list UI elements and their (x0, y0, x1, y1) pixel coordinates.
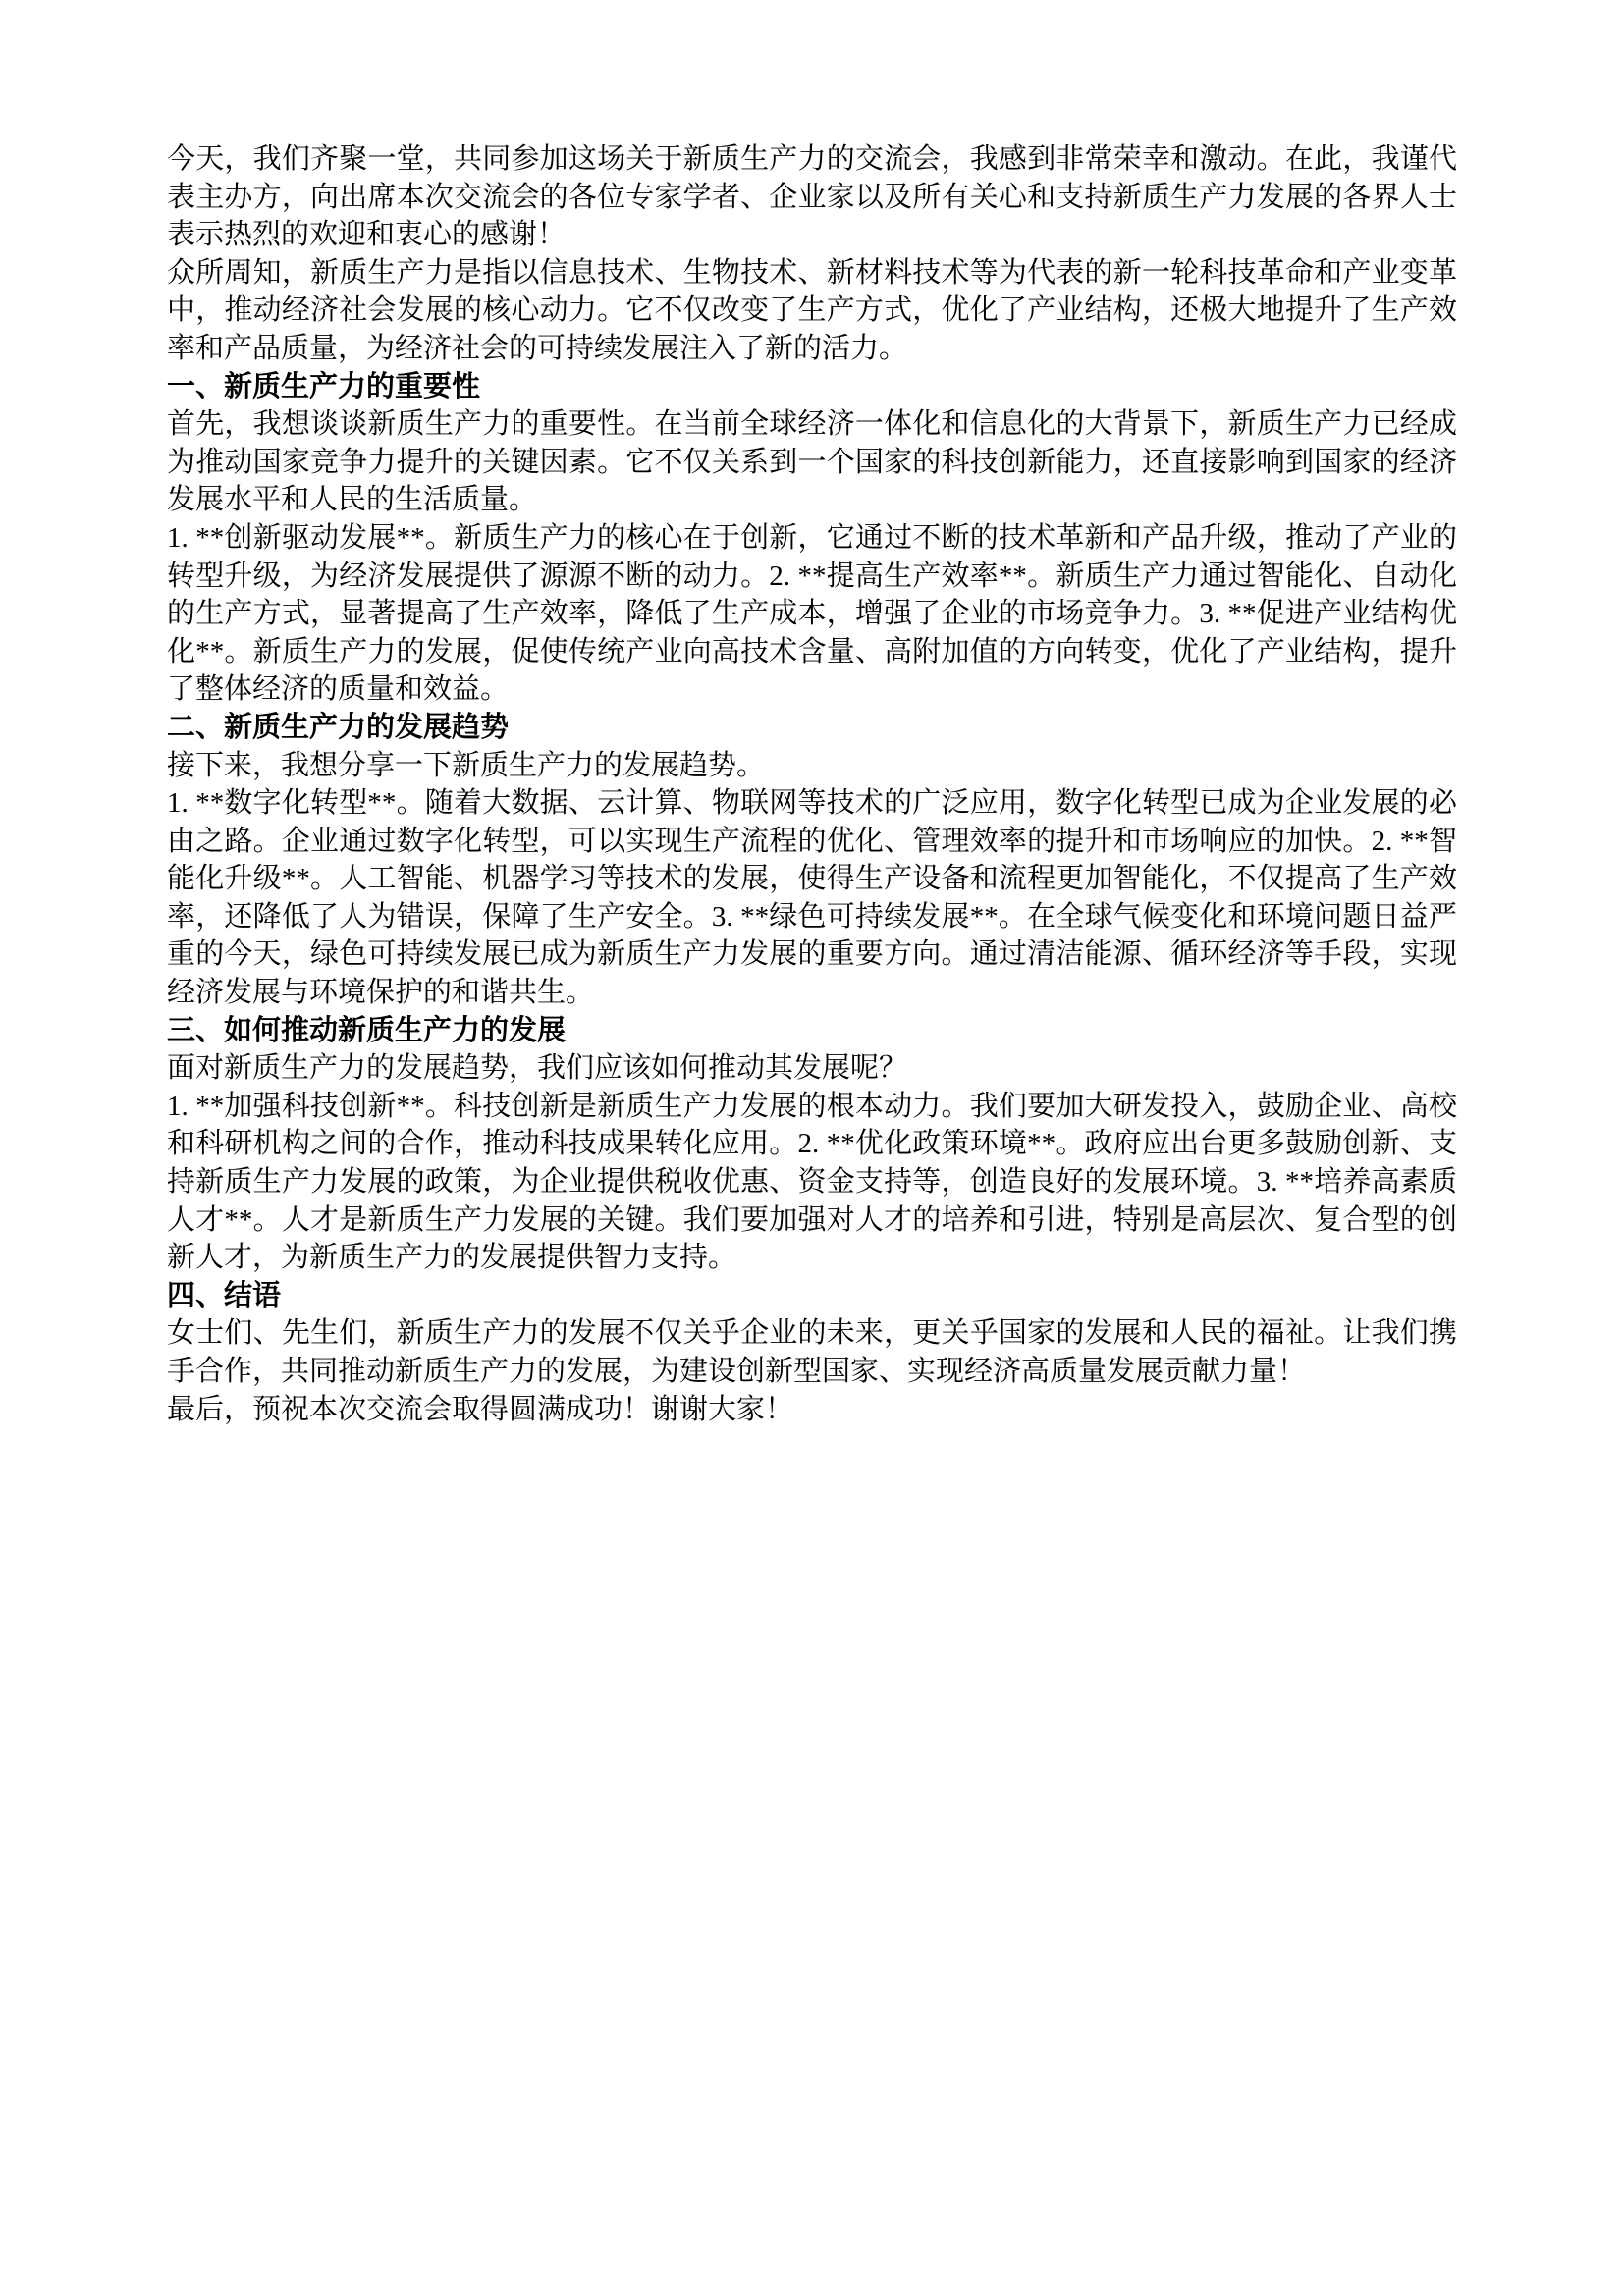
paragraph: 最后，预祝本次交流会取得圆满成功！谢谢大家！ (167, 1393, 794, 1425)
section-heading: 一、新质生产力的重要性 (167, 370, 481, 402)
paragraph: 众所周知，新质生产力是指以信息技术、生物技术、新材料技术等为代表的新一轮科技革命和产业变革中，推动经济社会发展的核心动力。它不仅改变了生产方式，优化了产业结构，还极大地提升了生产效率和产品质量，为经济社会的可持续发展注入了新的活力。 (167, 256, 1457, 364)
paragraph: 接下来，我想分享一下新质生产力的发展趋势。 (167, 749, 766, 781)
section-heading: 二、新质生产力的发展趋势 (167, 711, 510, 743)
document-content (167, 140, 1457, 1428)
paragraph: 首先，我想谈谈新质生产力的重要性。在当前全球经济一体化和信息化的大背景下，新质生产力已经成为推动国家竞争力提升的关键因素。它不仅关系到一个国家的科技创新能力，还直接影响到国家的经济发展水平和人民的生活质量。 (167, 408, 1457, 516)
paragraph: 1. **数字化转型**。随着大数据、云计算、物联网等技术的广泛应用，数字化转型已成为企业发展的必由之路。企业通过数字化转型，可以实现生产流程的优化、管理效率的提升和市场响应的加快。2. **智能化升级**。人工智能、机器学习等技术的发展，使得生产设备和流程更加智能化，不仅提高了生产效率，还降低了人为错误，保障了生产安全。3. **绿色可持续发展**。在全球气候变化和环境问题日益严重的今天，绿色可持续发展已成为新质生产力发展的重要方向。通过清洁能源、循环经济等手段，实现经济发展与环境保护的和谐共生。 (167, 787, 1457, 1009)
paragraph: 女士们、先生们，新质生产力的发展不仅关乎企业的未来，更关乎国家的发展和人民的福祉。让我们携手合作，共同推动新质生产力的发展，为建设创新型国家、实现经济高质量发展贡献力量！ (167, 1317, 1457, 1387)
paragraph: 1. **加强科技创新**。科技创新是新质生产力发展的根本动力。我们要加大研发投入，鼓励企业、高校和科研机构之间的合作，推动科技成果转化应用。2. **优化政策环境**。政府应出台更多鼓励创新、支持新质生产力发展的政策，为企业提供税收优惠、资金支持等，创造良好的发展环境。3. **培养高素质人才**。人才是新质生产力发展的关键。我们要加强对人才的培养和引进，特别是高层次、复合型的创新人才，为新质生产力的发展提供智力支持。 (167, 1090, 1457, 1274)
paragraph: 面对新质生产力的发展趋势，我们应该如何推动其发展呢？ (167, 1052, 908, 1085)
paragraph: 1. **创新驱动发展**。新质生产力的核心在于创新，它通过不断的技术革新和产品升级，推动了产业的转型升级，为经济发展提供了源源不断的动力。2. **提高生产效率**。新质生产力通过智能化、自动化的生产方式，显著提高了生产效率，降低了生产成本，增强了企业的市场竞争力。3. **促进产业结构优化**。新质生产力的发展，促使传统产业向高技术含量、高附加值的方向转变，优化了产业结构，提升了整体经济的质量和效益。 (167, 521, 1457, 706)
section-heading: 三、如何推动新质生产力的发展 (167, 1014, 567, 1046)
paragraph: 今天，我们齐聚一堂，共同参加这场关于新质生产力的交流会，我感到非常荣幸和激动。在此，我谨代表主办方，向出席本次交流会的各位专家学者、企业家以及所有关心和支持新质生产力发展的各界人士表示热烈的欢迎和衷心的感谢！ (167, 143, 1457, 251)
section-heading: 四、结语 (167, 1279, 282, 1311)
